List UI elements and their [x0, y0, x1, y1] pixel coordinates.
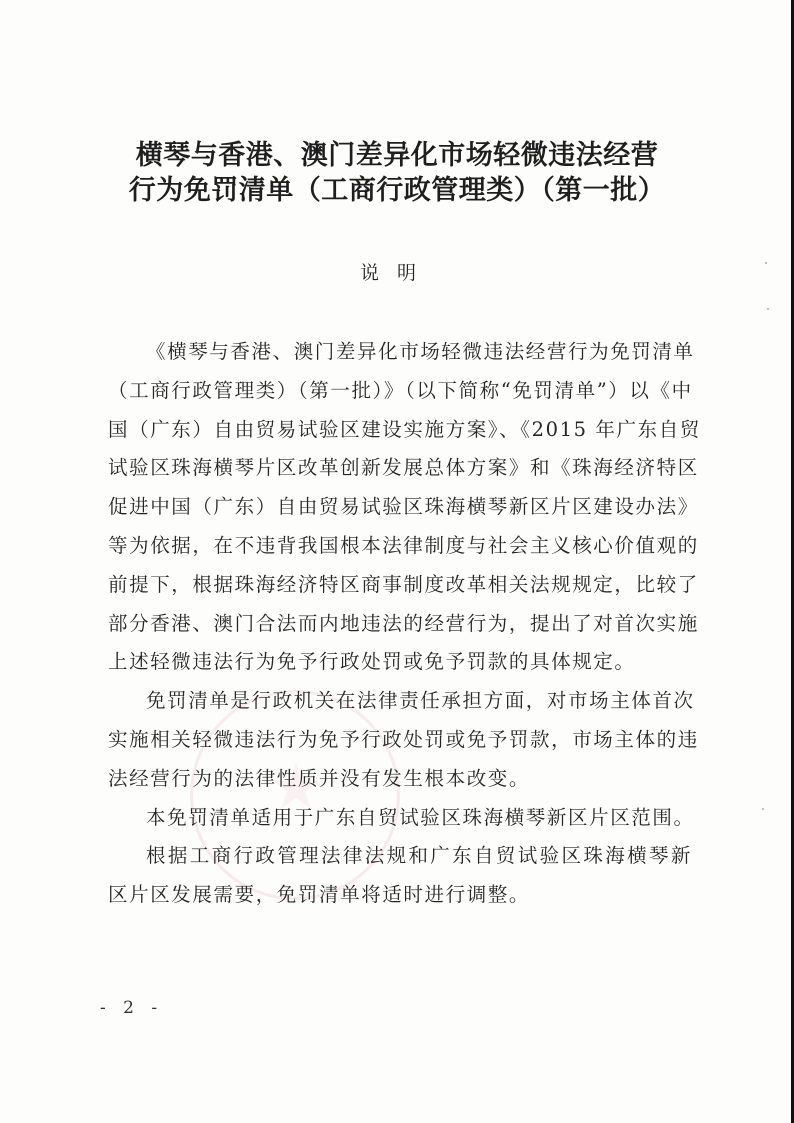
document-title	[100, 138, 694, 208]
paragraph-1	[108, 333, 701, 682]
text-line: 本免罚清单适用于广东自贸试验区珠海横琴新区片区范围。	[146, 805, 695, 829]
text-line: 促进中国（广东）自由贸易试验区珠海横琴新区片区建设办法》	[108, 495, 699, 519]
paragraph-2	[108, 682, 699, 798]
text-line: 前提下，根据珠海经济特区商事制度改革相关法规规定，比较了	[108, 572, 699, 596]
text-line: 《横琴与香港、澳门差异化市场轻微违法经营行为免罚清单	[146, 340, 695, 363]
section-heading: 说明	[359, 262, 434, 284]
text-line: 区片区发展需要，免罚清单将适时进行调整。	[108, 883, 531, 907]
text-line: 试验区珠海横琴片区改革创新发展总体方案》和《珠海经济特区	[108, 456, 699, 480]
text-line: 等为依据，在不违背我国根本法律制度与社会主义核心价值观的	[108, 533, 699, 557]
paragraph-3	[108, 799, 695, 838]
text-line: 法经营行为的法律性质并没有发生根本改变。	[108, 766, 531, 790]
text-line: 上述轻微违法行为免予行政处罚或免予罚款的具体规定。	[108, 650, 636, 674]
page-number: - 2 -	[100, 998, 164, 1018]
text-line: 国（广东）自由贸易试验区建设实施方案》、《2015 年广东自贸	[108, 417, 701, 441]
title-line-1: 横琴与香港、澳门差异化市场轻微违法经营	[135, 140, 659, 171]
title-line-2: 行为免罚清单（工商行政管理类）（第一批）	[128, 175, 666, 206]
text-line: 部分香港、澳门合法而内地违法的经营行为，提出了对首次实施	[108, 611, 699, 635]
text-line: 免罚清单是行政机关在法律责任承担方面，对市场主体首次	[146, 689, 695, 713]
text-line: （工商行政管理类）（第一批）》（以下简称“免罚清单”）以《中	[108, 378, 693, 402]
paragraph-4	[108, 837, 692, 915]
text-line: 实施相关轻微违法行为免予行政处罚或免予罚款，市场主体的违	[108, 727, 699, 751]
scan-speck	[762, 808, 764, 810]
document-body	[108, 333, 701, 915]
scan-speck	[767, 308, 769, 310]
text-line: 根据工商行政管理法律法规和广东自贸试验区珠海横琴新	[146, 844, 692, 868]
